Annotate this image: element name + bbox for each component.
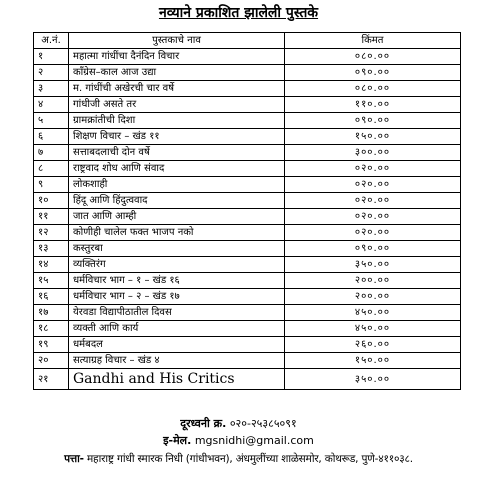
book-price: ०२०.००: [285, 161, 461, 177]
book-price: ३००.००: [285, 145, 461, 161]
book-title: म. गांधींची अखेरची चार वर्षे: [69, 81, 285, 97]
phone-number: ०२०-२५३८५०९१: [229, 417, 297, 430]
book-title: कॉंग्रेस–काल आज उद्या: [69, 65, 285, 81]
table-row: [34, 241, 461, 257]
book-title: लोकशाही: [69, 177, 285, 193]
row-number: १३: [34, 241, 69, 257]
email-address[interactable]: mgsnidhi@gmail.com: [194, 434, 314, 447]
row-number: ६: [34, 129, 69, 145]
column-header-number: अ.नं.: [34, 33, 69, 49]
book-price: ०८०.००: [285, 81, 461, 97]
book-price: १५०.००: [285, 129, 461, 145]
table-row: [34, 129, 461, 145]
email-line: [0, 434, 477, 448]
table-row: [34, 353, 461, 369]
row-number: १९: [34, 337, 69, 353]
table-row: [34, 289, 461, 305]
book-title: कस्तुरबा: [69, 241, 285, 257]
row-number: २: [34, 65, 69, 81]
book-title: व्यक्तिरंग: [69, 257, 285, 273]
book-title: गांधीजी असते तर: [69, 97, 285, 113]
row-number: ७: [34, 145, 69, 161]
book-title: महात्मा गांधींचा दैनंदिन विचार: [69, 49, 285, 65]
row-number: ३: [34, 81, 69, 97]
book-price: ०९०.००: [285, 241, 461, 257]
row-number: ९: [34, 177, 69, 193]
table-row: [34, 177, 461, 193]
book-title: शिक्षण विचार – खंड ११: [69, 129, 285, 145]
row-number: १: [34, 49, 69, 65]
table-row: [34, 145, 461, 161]
table-row: [34, 337, 461, 353]
table-row: [34, 113, 461, 129]
column-header-price: किंमत: [285, 33, 461, 49]
book-title: सत्ताबदलाची दोन वर्षे: [69, 145, 285, 161]
row-number: १८: [34, 321, 69, 337]
book-title: Gandhi and His Critics: [69, 369, 285, 390]
table-row: [34, 65, 461, 81]
email-label: इ-मेल.: [163, 434, 192, 447]
book-title: येरवडा विद्यापीठातील दिवस: [69, 305, 285, 321]
table-row: [34, 161, 461, 177]
book-title: ग्रामक्रांतीची दिशा: [69, 113, 285, 129]
row-number: ११: [34, 209, 69, 225]
book-price: ०२०.००: [285, 209, 461, 225]
book-price: ०२०.००: [285, 177, 461, 193]
book-title: सत्याग्रह विचार – खंड ४: [69, 353, 285, 369]
book-price: ०९०.००: [285, 113, 461, 129]
book-price: ०२०.००: [285, 193, 461, 209]
book-title: राष्ट्रवाद शोध आणि संवाद: [69, 161, 285, 177]
row-number: १६: [34, 289, 69, 305]
book-title: धर्मविचार भाग – २ – खंड १७: [69, 289, 285, 305]
phone-line: [0, 417, 477, 431]
row-number: १२: [34, 225, 69, 241]
book-price: ०९०.००: [285, 65, 461, 81]
page-title: नव्याने प्रकाशित झालेली पुस्तके: [158, 5, 319, 21]
book-price: २००.००: [285, 273, 461, 289]
table-header-row: [34, 33, 461, 49]
book-price: ०८०.००: [285, 49, 461, 65]
book-title: जात आणि आम्ही: [69, 209, 285, 225]
book-title: धर्मबदल: [69, 337, 285, 353]
table-row: [34, 369, 461, 390]
book-price: ०२०.००: [285, 225, 461, 241]
row-number: १५: [34, 273, 69, 289]
table-row: [34, 193, 461, 209]
table-row: [34, 209, 461, 225]
book-price: २००.००: [285, 289, 461, 305]
book-title: व्यक्ती आणि कार्य: [69, 321, 285, 337]
book-title: कोणीही चालेल फक्त भाजप नको: [69, 225, 285, 241]
book-price: ३५०.००: [285, 257, 461, 273]
table-row: [34, 273, 461, 289]
phone-label: दूरध्वनी क्र.: [180, 417, 227, 430]
address-label: पत्ता-: [64, 453, 84, 465]
row-number: २०: [34, 353, 69, 369]
table-row: [34, 257, 461, 273]
row-number: १४: [34, 257, 69, 273]
address-text: महाराष्ट्र गांधी स्मारक निधी (गांधीभवन), अंधमुलींच्या शाळेसमोर, कोथरूड, पुणे-४११०३८.: [86, 453, 413, 465]
row-number: ४: [34, 97, 69, 113]
table-row: [34, 81, 461, 97]
book-price: ११०.००: [285, 97, 461, 113]
book-price: २६०.००: [285, 337, 461, 353]
address-line: [0, 452, 477, 466]
row-number: २१: [34, 369, 69, 390]
book-price: १५०.००: [285, 353, 461, 369]
book-title: हिंदू आणि हिंदुत्ववाद: [69, 193, 285, 209]
book-price: ४५०.००: [285, 305, 461, 321]
books-table: [33, 32, 461, 390]
row-number: १७: [34, 305, 69, 321]
books-table-body: [34, 49, 461, 390]
book-price: ३५०.००: [285, 369, 461, 390]
row-number: १०: [34, 193, 69, 209]
table-row: [34, 49, 461, 65]
table-row: [34, 225, 461, 241]
row-number: ५: [34, 113, 69, 129]
table-row: [34, 305, 461, 321]
row-number: ८: [34, 161, 69, 177]
book-price: ४५०.००: [285, 321, 461, 337]
table-row: [34, 97, 461, 113]
table-row: [34, 321, 461, 337]
column-header-title: पुस्तकाचे नाव: [69, 33, 285, 49]
book-title: धर्मविचार भाग – १ – खंड १६: [69, 273, 285, 289]
